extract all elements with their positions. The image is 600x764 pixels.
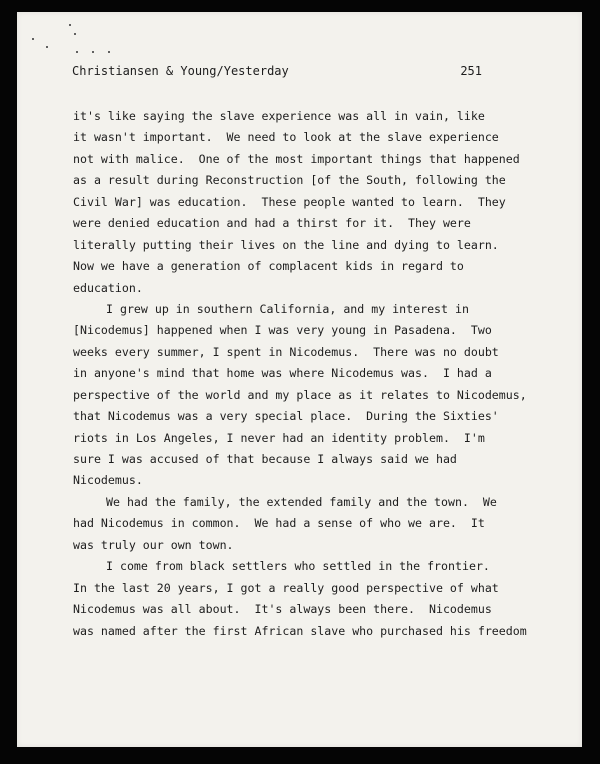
text-line: had Nicodemus in common. We had a sense of who we are. It [73, 516, 485, 531]
document-body [73, 106, 543, 642]
paragraph [73, 492, 543, 556]
paper-speck [32, 38, 34, 40]
text-line: that Nicodemus was a very special place. During the Sixties' [73, 409, 499, 424]
page-number: 251 [460, 64, 482, 78]
text-line: Civil War] was education. These people wanted to learn. They [73, 194, 506, 209]
text-line: was truly our own town. [73, 537, 234, 552]
text-line: weeks every summer, I spent in Nicodemus. There was no doubt [73, 344, 499, 359]
text-line: Nicodemus was all about. It's always been there. Nicodemus [73, 602, 492, 617]
text-line: in anyone's mind that home was where Nicodemus was. I had a [73, 366, 492, 381]
paper-speck [46, 46, 48, 48]
page-header [72, 64, 482, 84]
text-line: In the last 20 years, I got a really good perspective of what [73, 580, 499, 595]
text-line: riots in Los Angeles, I never had an identity problem. I'm [73, 430, 485, 445]
running-title: Christiansen & Young/Yesterday [72, 64, 289, 78]
text-line: We had the family, the extended family and the town. We [106, 494, 497, 509]
paper-speck [74, 33, 76, 35]
text-line: Nicodemus. [73, 473, 143, 488]
text-line: education. [73, 280, 143, 295]
paragraph [73, 299, 543, 492]
text-line: were denied education and had a thirst for it. They were [73, 216, 471, 231]
text-line: as a result during Reconstruction [of the South, following the [73, 173, 506, 188]
text-line: was named after the first African slave who purchased his freedom [73, 623, 527, 638]
text-line: I come from black settlers who settled in the frontier. [106, 559, 490, 574]
paper-speck [69, 24, 71, 26]
paragraph [73, 106, 543, 299]
text-line: literally putting their lives on the line and dying to learn. [73, 237, 499, 252]
text-line: [Nicodemus] happened when I was very young in Pasadena. Two [73, 323, 492, 338]
text-line: perspective of the world and my place as it relates to Nicodemus, [73, 387, 527, 402]
paragraph [73, 556, 543, 642]
text-line: I grew up in southern California, and my interest in [106, 301, 469, 316]
text-line: Now we have a generation of complacent kids in regard to [73, 259, 464, 274]
text-line: sure I was accused of that because I always said we had [73, 452, 457, 466]
text-line: it's like saying the slave experience was all in vain, like [73, 109, 485, 123]
paper-speck [108, 51, 110, 53]
text-line: it wasn't important. We need to look at the slave experience [73, 130, 499, 145]
paper-speck [92, 51, 94, 53]
paper-speck [76, 51, 78, 53]
text-line: not with malice. One of the most important things that happened [73, 151, 520, 166]
